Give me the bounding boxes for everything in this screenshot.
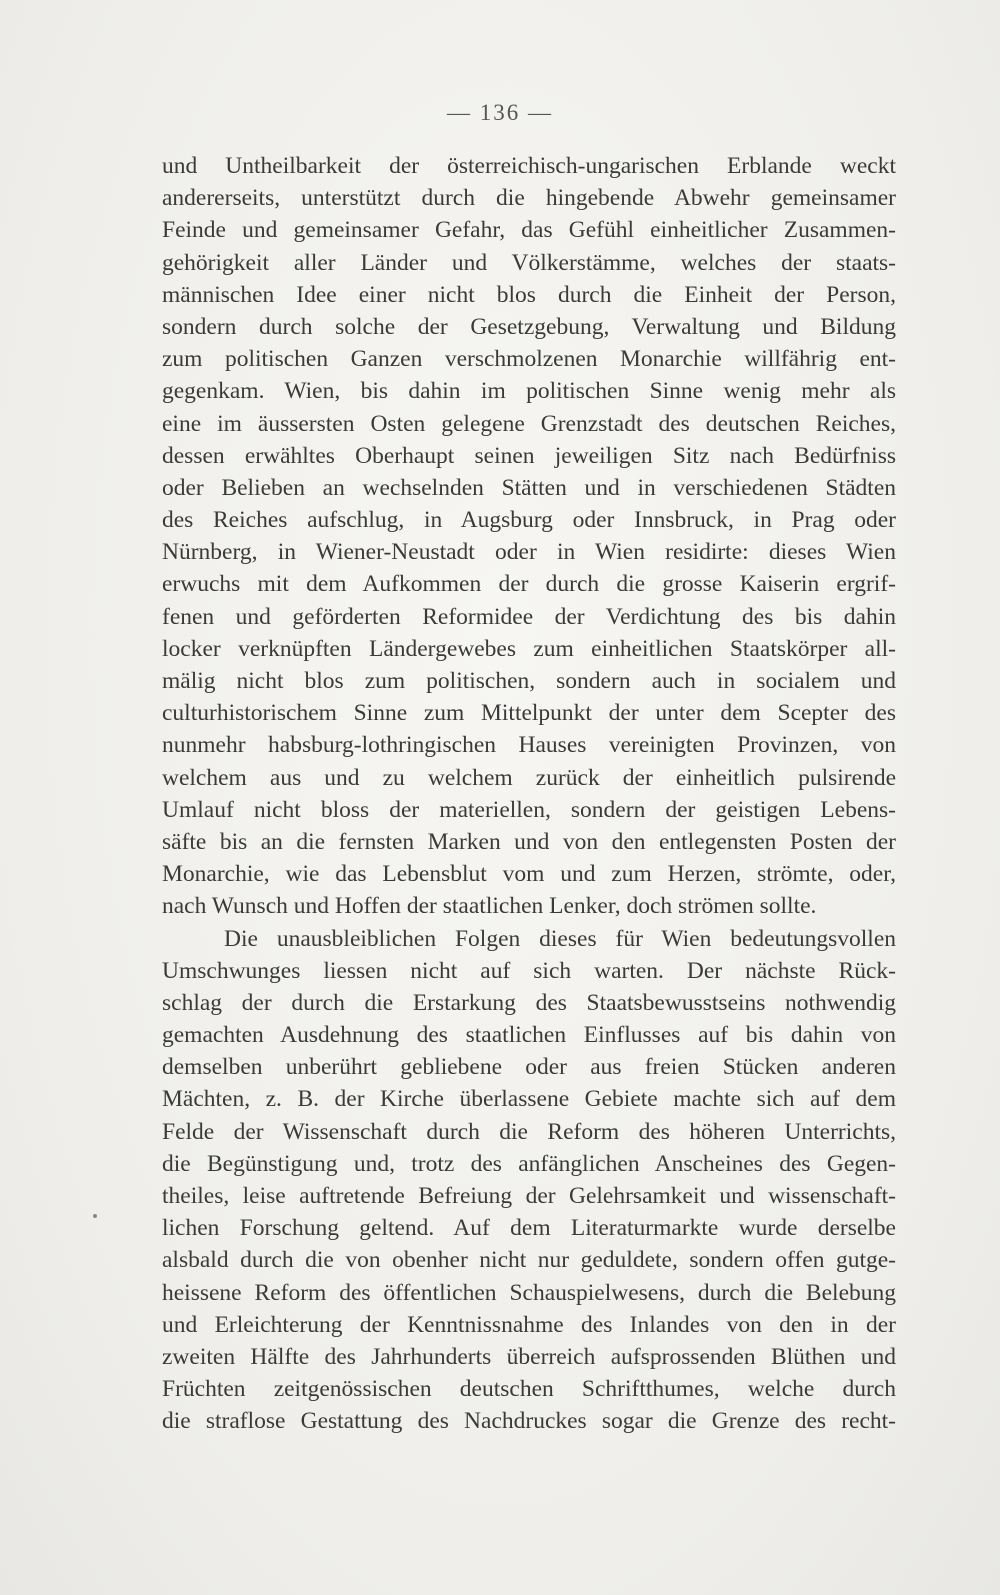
paragraph-start-line: Die unausbleiblichen Folgen dieses für Wien bedeutungsvollen — [224, 925, 896, 952]
body-text — [162, 150, 896, 1438]
text-line: Nürnberg, in Wiener-Neustadt oder in Wien residirte: dieses Wien — [162, 539, 896, 566]
text-line: Feinde und gemeinsamer Gefahr, das Gefühl einheitlicher Zusammen- — [162, 217, 896, 244]
text-line: mälig nicht blos zum politischen, sondern auch in socialem und — [162, 668, 896, 694]
text-line: des Reiches aufschlug, in Augsburg oder Innsbruck, in Prag oder — [162, 507, 896, 534]
text-line: locker verknüpften Ländergewebes zum einheitlichen Staatskörper all- — [162, 635, 896, 662]
text-line: sondern durch solche der Gesetzgebung, Verwaltung und Bildung — [162, 313, 896, 340]
text-line: zweiten Hälfte des Jahrhunderts überreich aufsprossenden Blüthen und — [162, 1343, 896, 1370]
text-line: säfte bis an die fernsten Marken und von den entlegensten Posten der — [162, 828, 896, 855]
text-line: Mächten, z. B. der Kirche überlassene Gebiete machte sich auf dem — [162, 1086, 896, 1113]
text-line: und Untheilbarkeit der österreichisch-ungarischen Erblande weckt — [162, 153, 896, 179]
text-line: demselben unberührt gebliebene oder aus freien Stücken anderen — [162, 1054, 896, 1081]
text-line: die straflose Gestattung des Nachdruckes sogar die Grenze des recht- — [162, 1408, 896, 1435]
paper-speck — [93, 1214, 97, 1218]
text-line: Umschwunges liessen nicht auf sich warten. Der nächste Rück- — [162, 957, 896, 984]
text-line: Felde der Wissenschaft durch die Reform des höheren Unterrichts, — [162, 1118, 896, 1145]
text-line: Monarchie, wie das Lebensblut vom und zum Herzen, strömte, oder, — [162, 861, 896, 888]
text-line: oder Belieben an wechselnden Stätten und in verschiedenen Städten — [162, 474, 896, 501]
text-line: lichen Forschung geltend. Auf dem Literaturmarkte wurde derselbe — [162, 1215, 896, 1242]
text-line: gegenkam. Wien, bis dahin im politischen Sinne wenig mehr als — [162, 378, 896, 405]
text-line: Umlauf nicht bloss der materiellen, sondern der geistigen Lebens- — [162, 796, 896, 823]
text-line: dessen erwähltes Oberhaupt seinen jeweiligen Sitz nach Bedürfniss — [162, 442, 896, 469]
text-line: nunmehr habsburg-lothringischen Hauses vereinigten Provinzen, von — [162, 732, 896, 759]
text-line: männischen Idee einer nicht blos durch die Einheit der Person, — [162, 281, 896, 308]
text-line: zum politischen Ganzen verschmolzenen Monarchie willfährig ent- — [162, 346, 896, 373]
text-line: Früchten zeitgenössischen deutschen Schriftthumes, welche durch — [162, 1376, 896, 1403]
text-line: alsbald durch die von obenher nicht nur geduldete, sondern offen gutge- — [162, 1247, 896, 1274]
text-line: schlag der durch die Erstarkung des Staatsbewusstseins nothwendig — [162, 989, 896, 1016]
text-line: und Erleichterung der Kenntnissnahme des Inlandes von den in der — [162, 1311, 896, 1338]
text-line: fenen und geförderten Reformidee der Verdichtung des bis dahin — [162, 603, 896, 630]
text-line: gemachten Ausdehnung des staatlichen Einflusses auf bis dahin von — [162, 1022, 896, 1049]
text-line: heissene Reform des öffentlichen Schauspielwesens, durch die Belebung — [162, 1279, 896, 1306]
paragraph-end-line: nach Wunsch und Hoffen der staatlichen Lenker, doch strömen sollte. — [162, 893, 817, 920]
text-line: welchem aus und zu welchem zurück der einheitlich pulsirende — [162, 764, 896, 791]
text-line: culturhistorischem Sinne zum Mittelpunkt der unter dem Scepter des — [162, 700, 896, 727]
text-line: eine im äussersten Osten gelegene Grenzstadt des deutschen Reiches, — [162, 410, 896, 437]
text-line: theiles, leise auftretende Befreiung der Gelehrsamkeit und wissenschaft- — [162, 1183, 896, 1209]
text-line: die Begünstigung und, trotz des anfänglichen Anscheines des Gegen- — [162, 1150, 896, 1177]
text-line: andererseits, unterstützt durch die hingebende Abwehr gemeinsamer — [162, 185, 896, 212]
text-line: gehörigkeit aller Länder und Völkerstämme, welches der staats- — [162, 249, 896, 276]
text-line: erwuchs mit dem Aufkommen der durch die grosse Kaiserin ergrif- — [162, 571, 896, 598]
page-number: — 136 — — [447, 100, 553, 125]
